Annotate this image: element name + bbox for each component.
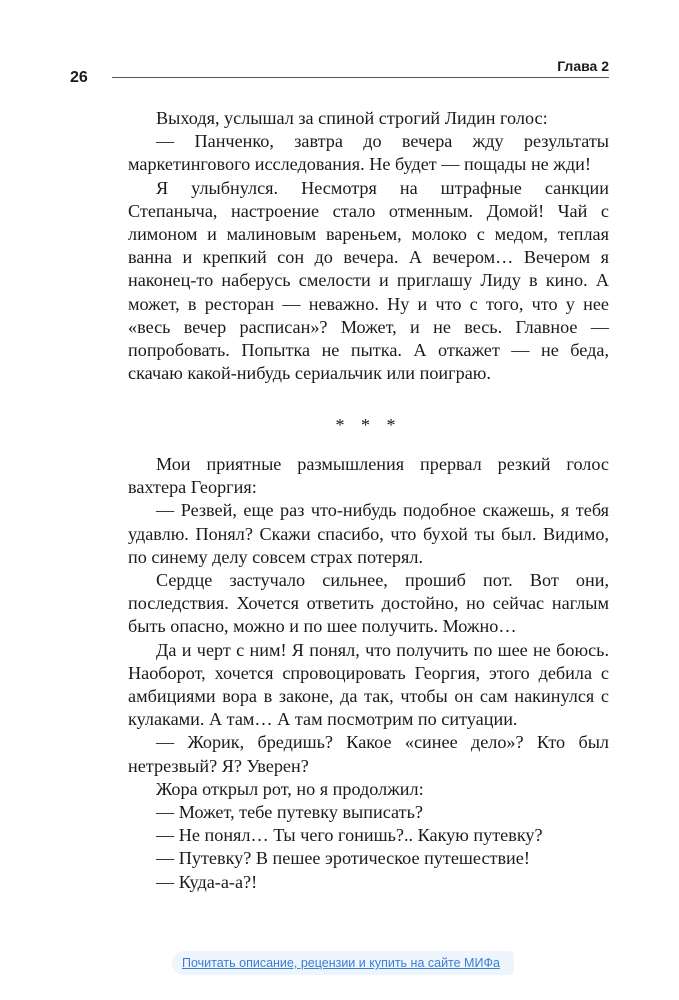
text-block-1 xyxy=(128,107,609,385)
paragraph: Да и черт с ним! Я понял, что получить по шее не боюсь. Наоборот, хочется спровоцировать Георгия, этого дебила с амбициями вора в законе, да так, чтобы он сам накинулся с кулаками. А там… А там посмотрим по ситуации. xyxy=(128,639,609,730)
paragraph: Выходя, услышал за спиной строгий Лидин голос: xyxy=(156,108,548,128)
paragraph: — Куда-а-а?! xyxy=(156,871,258,892)
paragraph: Я улыбнулся. Несмотря на штрафные санкции Степаныча, настроение стало отменным. Домой! Чай с лимоном и малиновым вареньем, молоко с медом, теплая ванна и крепкий сон до вечера. А вечером… Вечером я наконец-то наберусь смелости и приглашу Лиду в кино. А может, в ресторан — неважно. Ну и что с того, что у нее «весь вечер расписан»? Может, и не весь. Главное — попробовать. Попытка не пытка. А откажет — не беда, скачаю какой-нибудь сериальчик или поиграю. xyxy=(128,177,609,384)
paragraph: Мои приятные размышления прервал резкий голос вахтера Георгия: xyxy=(128,454,609,498)
buy-on-mif-link[interactable]: Почитать описание, рецензии и купить на сайте МИФа xyxy=(172,951,514,975)
header-rule xyxy=(112,77,609,78)
paragraph: — Резвей, еще раз что-нибудь подобное скажешь, я тебя удавлю. Понял? Скажи спасибо, что бухой ты был. Видимо, по синему делу совсем страх потерял. xyxy=(128,500,609,567)
paragraph: — Панченко, завтра до вечера жду результаты маркетингового исследования. Не будет — пощады не жди! xyxy=(128,131,609,175)
paragraph: Сердце застучало сильнее, прошиб пот. Вот они, последствия. Хочется ответить достойно, но сейчас наглым быть опасно, можно и по шее получить. Можно… xyxy=(128,570,609,637)
paragraph: Жора открыл рот, но я продолжил: xyxy=(156,778,424,799)
paragraph: — Путевку? В пешее эротическое путешествие! xyxy=(156,848,530,869)
paragraph: — Может, тебе путевку выписать? xyxy=(156,802,423,823)
text-block-2 xyxy=(128,453,609,894)
paragraph: — Жорик, бредишь? Какое «синее дело»? Кто был нетрезвый? Я? Уверен? xyxy=(128,732,609,776)
paragraph: — Не понял… Ты чего гонишь?.. Какую путевку? xyxy=(156,825,543,846)
page-number: 26 xyxy=(70,69,88,86)
chapter-title: Глава 2 xyxy=(557,58,609,74)
section-separator: * * * xyxy=(335,415,402,435)
